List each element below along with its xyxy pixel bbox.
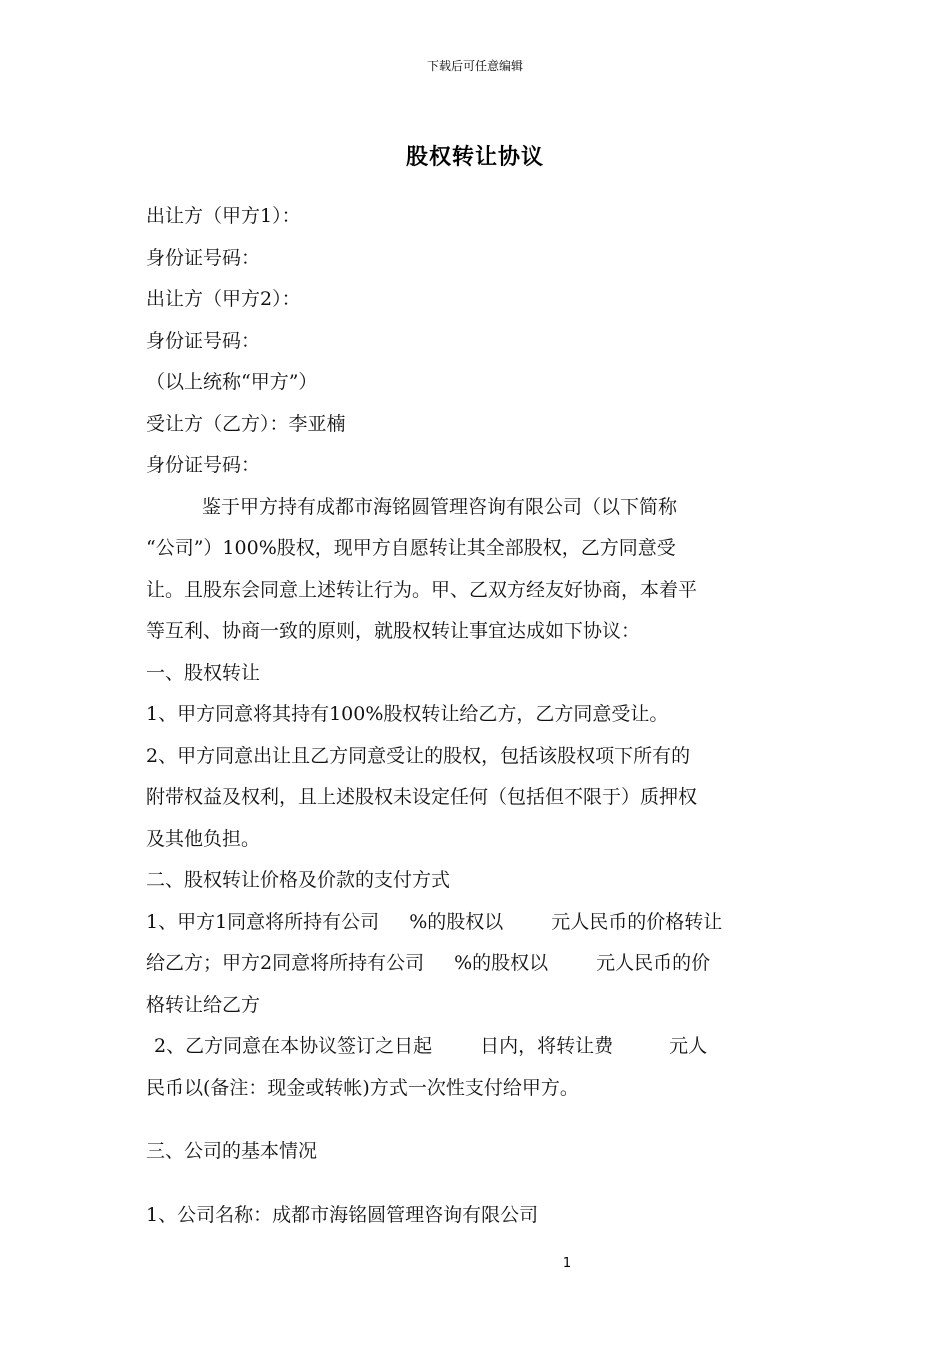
clause-text: 日内，将转让费 (480, 1035, 614, 1057)
clause-line: 格转让给乙方 (146, 993, 261, 1016)
section-heading: 一、股权转让 (146, 661, 261, 684)
transferor1-line: 出让方（甲方1）： (146, 205, 301, 227)
document-title: 股权转让协议 (405, 144, 544, 170)
clause-line: 1、公司名称：成都市海铭圆管理咨询有限公司 (146, 1203, 539, 1226)
transferor2-line: 出让方（甲方2）： (146, 288, 301, 310)
clause-line (146, 1026, 826, 1068)
section-heading: 二、股权转让价格及价款的支付方式 (146, 869, 451, 891)
clause-line (146, 902, 826, 944)
clause-text: 给乙方；甲方2同意将所持有公司 (146, 952, 425, 974)
header-note: 下载后可任意编辑 (426, 59, 523, 73)
clause-text: %的股权以 (454, 952, 549, 974)
clause-text: 2、乙方同意在本协议签订之日起 (154, 1035, 433, 1057)
document-body (146, 196, 826, 1236)
clause-text: 元人民币的价格转让 (551, 910, 723, 933)
preamble-line: 让。且股东会同意上述转让行为。甲、乙双方经友好协商，本着平 (146, 578, 698, 601)
clause-text: 1、甲方1同意将所持有公司 (146, 910, 380, 933)
clause-line: 及其他负担。 (146, 827, 261, 850)
clause-line: 1、甲方同意将其持有100%股权转让给乙方，乙方同意受让。 (146, 703, 669, 725)
clause-line: 2、甲方同意出让且乙方同意受让的股权，包括该股权项下所有的 (146, 744, 691, 767)
id-number-line-1: 身份证号码： (146, 246, 261, 269)
id-number-line-2: 身份证号码： (146, 329, 261, 352)
clause-line (146, 943, 826, 985)
clause-text: 元人民币的价 (596, 952, 711, 974)
transferee-line: 受让方（乙方）：李亚楠 (146, 412, 346, 435)
clause-text: %的股权以 (409, 910, 504, 933)
collective-name-line: （以上统称“甲方”） (146, 371, 318, 393)
preamble-line: “公司”）100%股权，现甲方自愿转让其全部股权，乙方同意受 (146, 537, 676, 559)
id-number-line-3: 身份证号码： (146, 454, 261, 476)
preamble-line: 等互利、协商一致的原则，就股权转让事宜达成如下协议： (146, 620, 641, 642)
section-heading: 三、公司的基本情况 (146, 1140, 318, 1162)
clause-text: 元人 (669, 1035, 708, 1057)
clause-line: 附带权益及权利，且上述股权未设定任何（包括但不限于）质押权 (146, 786, 698, 808)
preamble-line: 鉴于甲方持有成都市海铭圆管理咨询有限公司（以下简称 (202, 495, 678, 518)
clause-line: 民币以(备注：现金或转帐)方式一次性支付给甲方。 (146, 1076, 579, 1099)
page-number: 1 (562, 1256, 572, 1271)
